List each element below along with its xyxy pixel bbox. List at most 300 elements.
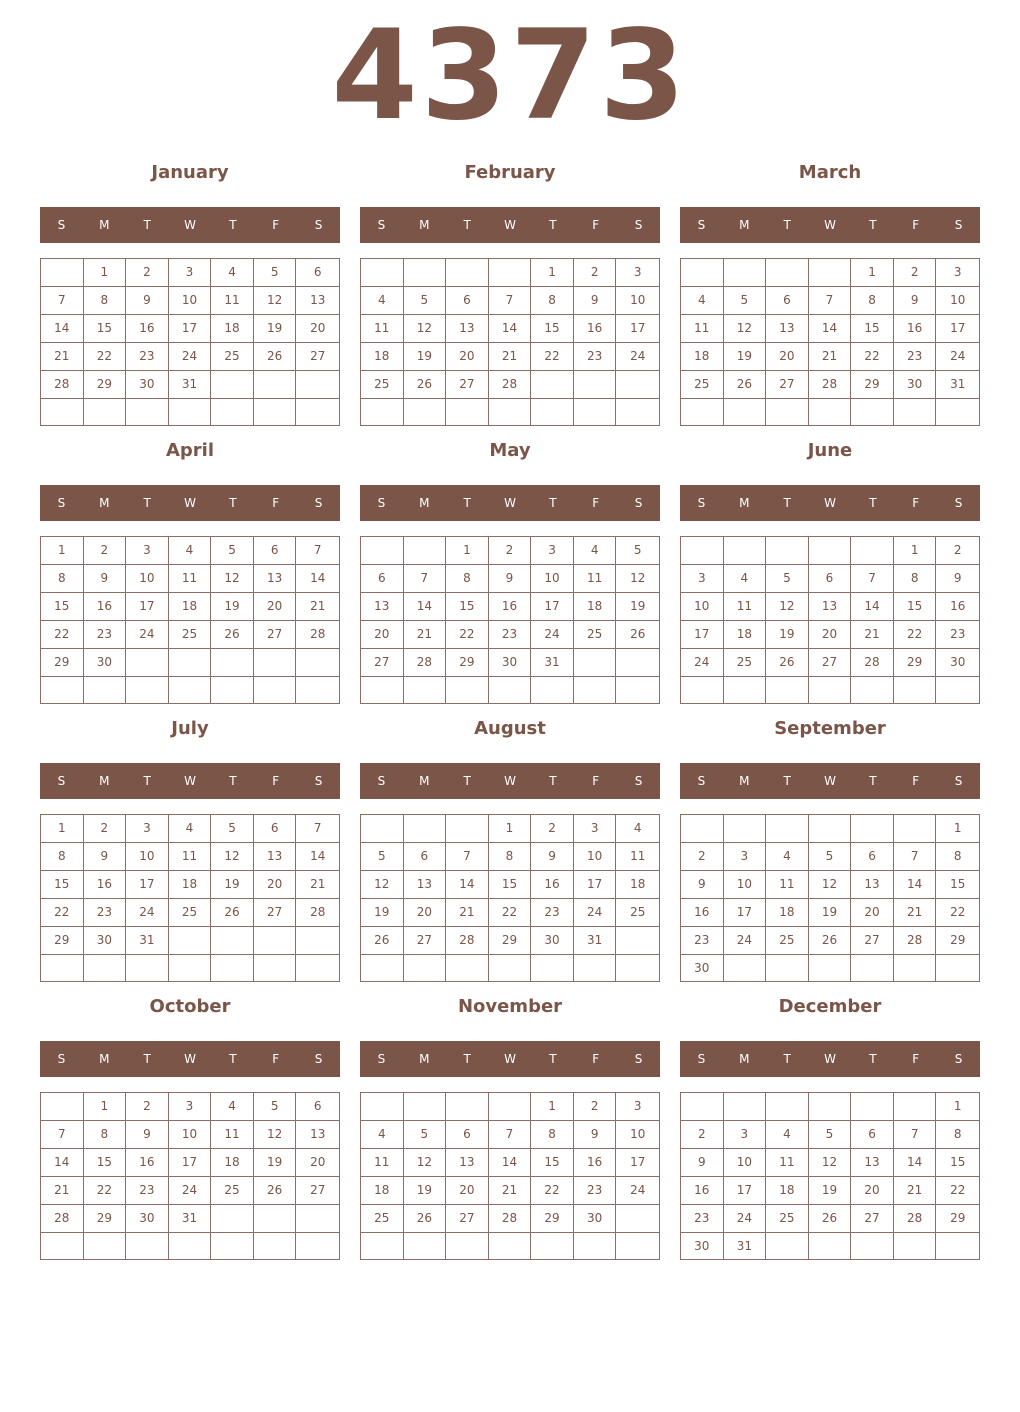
day-cell: 27 [809,649,852,677]
empty-day-cell [489,259,532,287]
weekday-label: T [549,1052,557,1066]
empty-day-cell [446,259,489,287]
day-cell: 22 [851,343,894,371]
empty-day-cell [211,1233,254,1259]
weekday-label: M [99,774,110,788]
weekday-label: S [697,1052,706,1066]
day-cell: 13 [809,593,852,621]
day-grid [680,814,980,982]
day-grid [680,1092,980,1260]
day-cell: 4 [681,287,724,315]
day-cell: 19 [254,315,297,343]
day-cell: 25 [361,371,404,399]
day-cell: 16 [894,315,937,343]
day-cell: 23 [894,343,937,371]
empty-day-cell [404,815,447,843]
day-cell: 9 [681,871,724,899]
day-cell: 9 [936,565,979,593]
day-cell: 9 [84,843,127,871]
day-cell: 12 [254,287,297,315]
day-cell: 24 [169,1177,212,1205]
day-cell: 11 [169,843,212,871]
day-cell: 20 [296,1149,339,1177]
day-cell: 11 [361,1149,404,1177]
empty-day-cell [41,1233,84,1259]
day-cell: 7 [851,565,894,593]
weekday-label: F [272,496,280,510]
day-cell: 2 [126,1093,169,1121]
day-cell: 15 [41,593,84,621]
empty-day-cell [851,1093,894,1121]
day-cell: 19 [254,1149,297,1177]
empty-day-cell [489,677,532,703]
weekday-label: M [739,1052,750,1066]
day-cell: 25 [616,899,659,927]
day-cell: 31 [169,1205,212,1233]
day-cell: 29 [894,649,937,677]
day-cell: 26 [254,1177,297,1205]
day-cell: 1 [489,815,532,843]
day-cell: 28 [894,927,937,955]
day-cell: 19 [616,593,659,621]
day-cell: 5 [211,815,254,843]
day-cell: 5 [211,537,254,565]
empty-day-cell [489,1233,532,1259]
day-cell: 1 [446,537,489,565]
day-cell: 7 [296,537,339,565]
day-cell: 9 [126,287,169,315]
empty-day-cell [126,677,169,703]
weekday-label: F [592,1052,600,1066]
empty-day-cell [489,1093,532,1121]
weekday-label: T [229,774,237,788]
day-cell: 8 [84,287,127,315]
day-cell: 12 [809,871,852,899]
empty-day-cell [766,1233,809,1260]
day-cell: 22 [489,899,532,927]
day-cell: 23 [84,899,127,927]
day-cell: 14 [809,315,852,343]
weekday-header [40,207,340,243]
day-cell: 20 [809,621,852,649]
empty-day-cell [681,677,724,703]
day-cell: 27 [446,371,489,399]
day-grid [40,258,340,426]
day-cell: 18 [616,871,659,899]
day-cell: 11 [616,843,659,871]
day-cell: 15 [531,315,574,343]
day-cell: 13 [361,593,404,621]
day-cell: 2 [126,259,169,287]
empty-day-cell [616,1205,659,1233]
day-cell: 29 [851,371,894,399]
empty-day-cell [446,1093,489,1121]
day-cell: 8 [894,565,937,593]
empty-day-cell [936,677,979,703]
weekday-label: F [912,496,920,510]
day-cell: 20 [766,343,809,371]
day-cell: 11 [724,593,767,621]
weekday-label: W [504,774,516,788]
empty-day-cell [766,955,809,982]
day-cell: 14 [41,1149,84,1177]
day-cell: 31 [531,649,574,677]
day-cell: 28 [296,899,339,927]
day-cell: 27 [296,1177,339,1205]
day-cell: 23 [681,927,724,955]
empty-day-cell [724,815,767,843]
weekday-label: T [463,774,471,788]
day-cell: 29 [84,371,127,399]
day-cell: 2 [84,815,127,843]
day-cell: 22 [936,899,979,927]
day-cell: 6 [851,843,894,871]
day-cell: 11 [211,287,254,315]
empty-day-cell [681,1093,724,1121]
month-name: January [151,162,229,183]
day-cell: 25 [211,343,254,371]
day-cell: 13 [851,1149,894,1177]
weekday-label: S [57,774,66,788]
day-cell: 9 [84,565,127,593]
day-cell: 14 [41,315,84,343]
day-cell: 4 [766,843,809,871]
empty-day-cell [84,399,127,425]
empty-day-cell [211,955,254,981]
weekday-label: W [184,218,196,232]
empty-day-cell [254,1205,297,1233]
day-cell: 7 [809,287,852,315]
empty-day-cell [169,399,212,425]
weekday-label: S [314,496,323,510]
day-cell: 6 [766,287,809,315]
day-cell: 16 [936,593,979,621]
day-cell: 18 [766,899,809,927]
day-cell: 20 [851,1177,894,1205]
day-cell: 25 [766,927,809,955]
day-cell: 28 [296,621,339,649]
empty-day-cell [894,399,937,425]
day-cell: 23 [489,621,532,649]
day-cell: 6 [851,1121,894,1149]
day-cell: 5 [724,287,767,315]
day-cell: 5 [254,1093,297,1121]
day-cell: 21 [296,871,339,899]
day-cell: 3 [681,565,724,593]
weekday-label: M [419,1052,430,1066]
empty-day-cell [211,399,254,425]
day-cell: 29 [41,649,84,677]
day-cell: 11 [681,315,724,343]
empty-day-cell [211,649,254,677]
day-cell: 28 [809,371,852,399]
empty-day-cell [41,677,84,703]
day-cell: 24 [681,649,724,677]
empty-day-cell [446,955,489,981]
day-cell: 9 [681,1149,724,1177]
empty-day-cell [211,1205,254,1233]
empty-day-cell [809,955,852,982]
empty-day-cell [446,1233,489,1259]
weekday-label: M [419,218,430,232]
empty-day-cell [404,259,447,287]
day-cell: 18 [211,315,254,343]
day-cell: 15 [446,593,489,621]
empty-day-cell [126,649,169,677]
day-cell: 15 [894,593,937,621]
day-cell: 2 [894,259,937,287]
day-cell: 4 [361,287,404,315]
day-cell: 7 [489,287,532,315]
empty-day-cell [766,259,809,287]
empty-day-cell [531,399,574,425]
empty-day-cell [851,815,894,843]
weekday-header [360,763,660,799]
day-grid [680,258,980,426]
day-cell: 24 [574,899,617,927]
day-cell: 14 [489,315,532,343]
empty-day-cell [851,677,894,703]
day-cell: 26 [404,371,447,399]
weekday-label: M [739,496,750,510]
day-cell: 1 [531,1093,574,1121]
empty-day-cell [851,1233,894,1260]
weekday-header [40,485,340,521]
day-cell: 28 [489,1205,532,1233]
day-cell: 7 [41,1121,84,1149]
weekday-label: T [783,496,791,510]
day-cell: 14 [894,1149,937,1177]
day-cell: 29 [84,1205,127,1233]
weekday-label: S [954,496,963,510]
weekday-label: S [697,774,706,788]
day-cell: 19 [766,621,809,649]
day-cell: 5 [404,287,447,315]
day-cell: 20 [361,621,404,649]
day-cell: 21 [851,621,894,649]
day-cell: 13 [851,871,894,899]
weekday-header [680,1041,980,1077]
empty-day-cell [531,1233,574,1259]
weekday-label: T [783,774,791,788]
empty-day-cell [894,677,937,703]
weekday-label: S [377,1052,386,1066]
day-cell: 4 [766,1121,809,1149]
day-cell: 22 [84,1177,127,1205]
weekday-label: T [869,496,877,510]
weekday-label: W [184,774,196,788]
empty-day-cell [404,1233,447,1259]
day-cell: 13 [446,315,489,343]
day-cell: 3 [574,815,617,843]
weekday-label: T [549,774,557,788]
day-cell: 21 [446,899,489,927]
day-cell: 12 [361,871,404,899]
day-cell: 10 [574,843,617,871]
day-cell: 25 [169,621,212,649]
day-cell: 30 [126,1205,169,1233]
day-cell: 17 [126,871,169,899]
day-cell: 8 [84,1121,127,1149]
empty-day-cell [894,1093,937,1121]
day-cell: 18 [574,593,617,621]
day-cell: 6 [361,565,404,593]
day-cell: 21 [894,899,937,927]
empty-day-cell [296,677,339,703]
weekday-header [40,1041,340,1077]
day-cell: 12 [616,565,659,593]
day-cell: 31 [936,371,979,399]
day-cell: 2 [574,1093,617,1121]
month-name: May [489,440,531,461]
day-cell: 17 [724,1177,767,1205]
day-cell: 10 [616,287,659,315]
empty-day-cell [41,399,84,425]
empty-day-cell [574,677,617,703]
day-cell: 21 [296,593,339,621]
day-cell: 3 [936,259,979,287]
day-cell: 21 [809,343,852,371]
day-cell: 3 [169,259,212,287]
day-cell: 5 [361,843,404,871]
weekday-label: F [272,218,280,232]
day-cell: 1 [84,1093,127,1121]
day-cell: 5 [404,1121,447,1149]
weekday-label: M [99,218,110,232]
day-cell: 24 [724,927,767,955]
day-cell: 26 [211,899,254,927]
empty-day-cell [766,537,809,565]
day-cell: 27 [766,371,809,399]
day-cell: 2 [681,843,724,871]
day-cell: 10 [169,1121,212,1149]
empty-day-cell [361,1233,404,1259]
weekday-header [360,207,660,243]
day-cell: 8 [446,565,489,593]
empty-day-cell [254,371,297,399]
weekday-label: T [463,1052,471,1066]
day-cell: 10 [169,287,212,315]
day-cell: 22 [84,343,127,371]
day-cell: 7 [404,565,447,593]
day-cell: 4 [616,815,659,843]
day-cell: 14 [404,593,447,621]
weekday-header [40,763,340,799]
day-cell: 29 [446,649,489,677]
day-cell: 5 [809,843,852,871]
weekday-label: S [57,218,66,232]
empty-day-cell [169,1233,212,1259]
day-cell: 23 [126,343,169,371]
day-cell: 27 [446,1205,489,1233]
day-cell: 19 [211,593,254,621]
day-cell: 18 [211,1149,254,1177]
day-cell: 28 [41,371,84,399]
day-cell: 10 [616,1121,659,1149]
weekday-label: T [143,1052,151,1066]
day-cell: 7 [446,843,489,871]
day-cell: 16 [84,593,127,621]
day-cell: 15 [531,1149,574,1177]
month-name: September [774,718,886,739]
empty-day-cell [296,371,339,399]
empty-day-cell [809,259,852,287]
day-cell: 20 [404,899,447,927]
month-name: February [464,162,556,183]
day-cell: 15 [41,871,84,899]
day-cell: 12 [404,315,447,343]
weekday-label: M [419,496,430,510]
empty-day-cell [766,1093,809,1121]
empty-day-cell [211,371,254,399]
empty-day-cell [681,399,724,425]
empty-day-cell [404,537,447,565]
empty-day-cell [574,1233,617,1259]
weekday-label: T [869,774,877,788]
day-cell: 12 [211,565,254,593]
day-cell: 9 [894,287,937,315]
day-cell: 26 [809,1205,852,1233]
day-cell: 3 [531,537,574,565]
weekday-label: T [463,496,471,510]
day-cell: 12 [766,593,809,621]
weekday-label: M [99,496,110,510]
day-cell: 11 [766,871,809,899]
weekday-label: T [143,496,151,510]
empty-day-cell [211,927,254,955]
day-cell: 6 [446,287,489,315]
weekday-label: T [549,496,557,510]
day-cell: 6 [296,1093,339,1121]
day-cell: 10 [126,565,169,593]
empty-day-cell [446,677,489,703]
day-cell: 10 [531,565,574,593]
weekday-label: T [783,218,791,232]
empty-day-cell [361,955,404,981]
day-cell: 30 [894,371,937,399]
day-cell: 24 [724,1205,767,1233]
empty-day-cell [936,1233,979,1260]
empty-day-cell [126,955,169,981]
day-grid [360,1092,660,1260]
day-cell: 23 [681,1205,724,1233]
weekday-header [360,485,660,521]
empty-day-cell [296,927,339,955]
day-cell: 4 [211,259,254,287]
weekday-label: F [272,774,280,788]
day-cell: 9 [574,287,617,315]
month-name: August [474,718,546,739]
weekday-label: W [184,1052,196,1066]
day-cell: 13 [254,843,297,871]
day-cell: 17 [616,315,659,343]
empty-day-cell [169,649,212,677]
empty-day-cell [404,955,447,981]
day-cell: 16 [489,593,532,621]
day-cell: 25 [169,899,212,927]
day-cell: 31 [169,371,212,399]
day-cell: 11 [766,1149,809,1177]
day-cell: 8 [936,843,979,871]
day-cell: 10 [126,843,169,871]
weekday-label: T [869,218,877,232]
weekday-label: S [634,1052,643,1066]
day-cell: 9 [489,565,532,593]
day-cell: 31 [126,927,169,955]
day-cell: 20 [254,871,297,899]
day-cell: 10 [681,593,724,621]
day-cell: 17 [126,593,169,621]
